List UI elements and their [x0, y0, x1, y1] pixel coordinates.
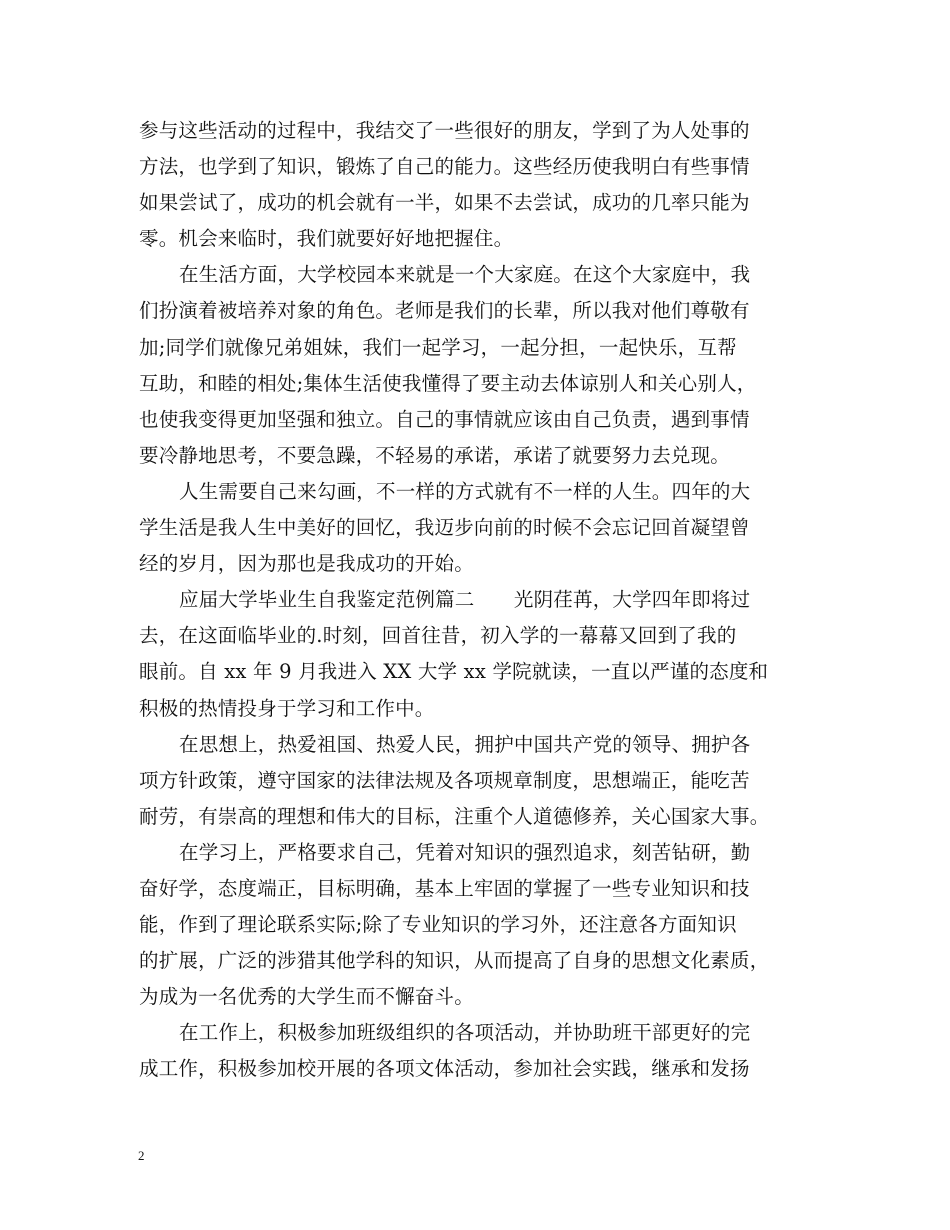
- text-line: 去，在这面临毕业的.时刻，回首往昔，初入学的一幕幕又回到了我的: [139, 624, 737, 648]
- text-line: 项方针政策，遵守国家的法律法规及各项规章制度，思想端正，能吃苦: [139, 768, 750, 792]
- paragraph-first-line: 在思想上，热爱祖国、热爱人民，拥护中国共产党的领导、拥护各: [179, 732, 751, 756]
- text-line: 眼前。自 xx 年 9 月我进入 XX 大学 xx 学院就读，一直以严谨的态度和: [139, 660, 769, 684]
- text-line: 零。机会来临时，我们就要好好地把握住。: [139, 227, 514, 251]
- paragraph-first-line: 在生活方面，大学校园本来就是一个大家庭。在这个大家庭中，我: [179, 263, 751, 287]
- text-line: 加;同学们就像兄弟姐妹，我们一起学习，一起分担，一起快乐，互帮: [139, 335, 737, 359]
- section-heading-line: 应届大学毕业生自我鉴定范例篇二 光阴荏苒，大学四年即将过: [179, 588, 751, 612]
- body-text: [139, 113, 819, 1088]
- text-line: 学生活是我人生中美好的回忆，我迈步向前的时候不会忘记回首凝望曾: [139, 516, 750, 540]
- paragraph-first-line: 人生需要自己来勾画，不一样的方式就有不一样的人生。四年的大: [179, 479, 751, 503]
- text-line: 参与这些活动的过程中，我结交了一些很好的朋友，学到了为人处事的: [139, 119, 750, 142]
- text-line: 的扩展，广泛的涉猎其他学科的知识，从而提高了自身的思想文化素质，: [139, 949, 770, 973]
- text-line: 能，作到了理论联系实际;除了专业知识的学习外，还注意各方面知识: [139, 913, 737, 937]
- paragraph-first-line: 在工作上，积极参加班级组织的各项活动，并协助班干部更好的完: [179, 1021, 751, 1045]
- text-line: 互助，和睦的相处;集体生活使我懂得了要主动去体谅别人和关心别人，: [139, 371, 757, 395]
- text-line: 积极的热情投身于学习和工作中。: [139, 696, 435, 720]
- page-number: 2: [138, 1148, 145, 1163]
- text-line: 耐劳，有崇高的理想和伟大的目标，注重个人道德修养，关心国家大事。: [139, 804, 770, 828]
- text-line: 也使我变得更加坚强和独立。自己的事情就应该由自己负责，遇到事情: [139, 407, 750, 431]
- text-line: 奋好学，态度端正，目标明确，基本上牢固的掌握了一些专业知识和技: [139, 876, 750, 900]
- text-line: 经的岁月，因为那也是我成功的开始。: [139, 552, 474, 576]
- text-line: 方法，也学到了知识，锻炼了自己的能力。这些经历使我明白有些事情: [139, 155, 750, 179]
- text-line: 为成为一名优秀的大学生而不懈奋斗。: [139, 985, 474, 1009]
- paragraph-first-line: 在学习上，严格要求自己，凭着对知识的强烈追求，刻苦钻研，勤: [179, 840, 751, 864]
- text-line: 要冷静地思考，不要急躁，不轻易的承诺，承诺了就要努力去兑现。: [139, 443, 731, 467]
- text-line: 们扮演着被培养对象的角色。老师是我们的长辈，所以我对他们尊敬有: [139, 299, 750, 323]
- text-line: 成工作，积极参加校开展的各项文体活动，参加社会实践，继承和发扬: [139, 1057, 750, 1081]
- text-line: 如果尝试了，成功的机会就有一半，如果不去尝试，成功的几率只能为: [139, 191, 750, 215]
